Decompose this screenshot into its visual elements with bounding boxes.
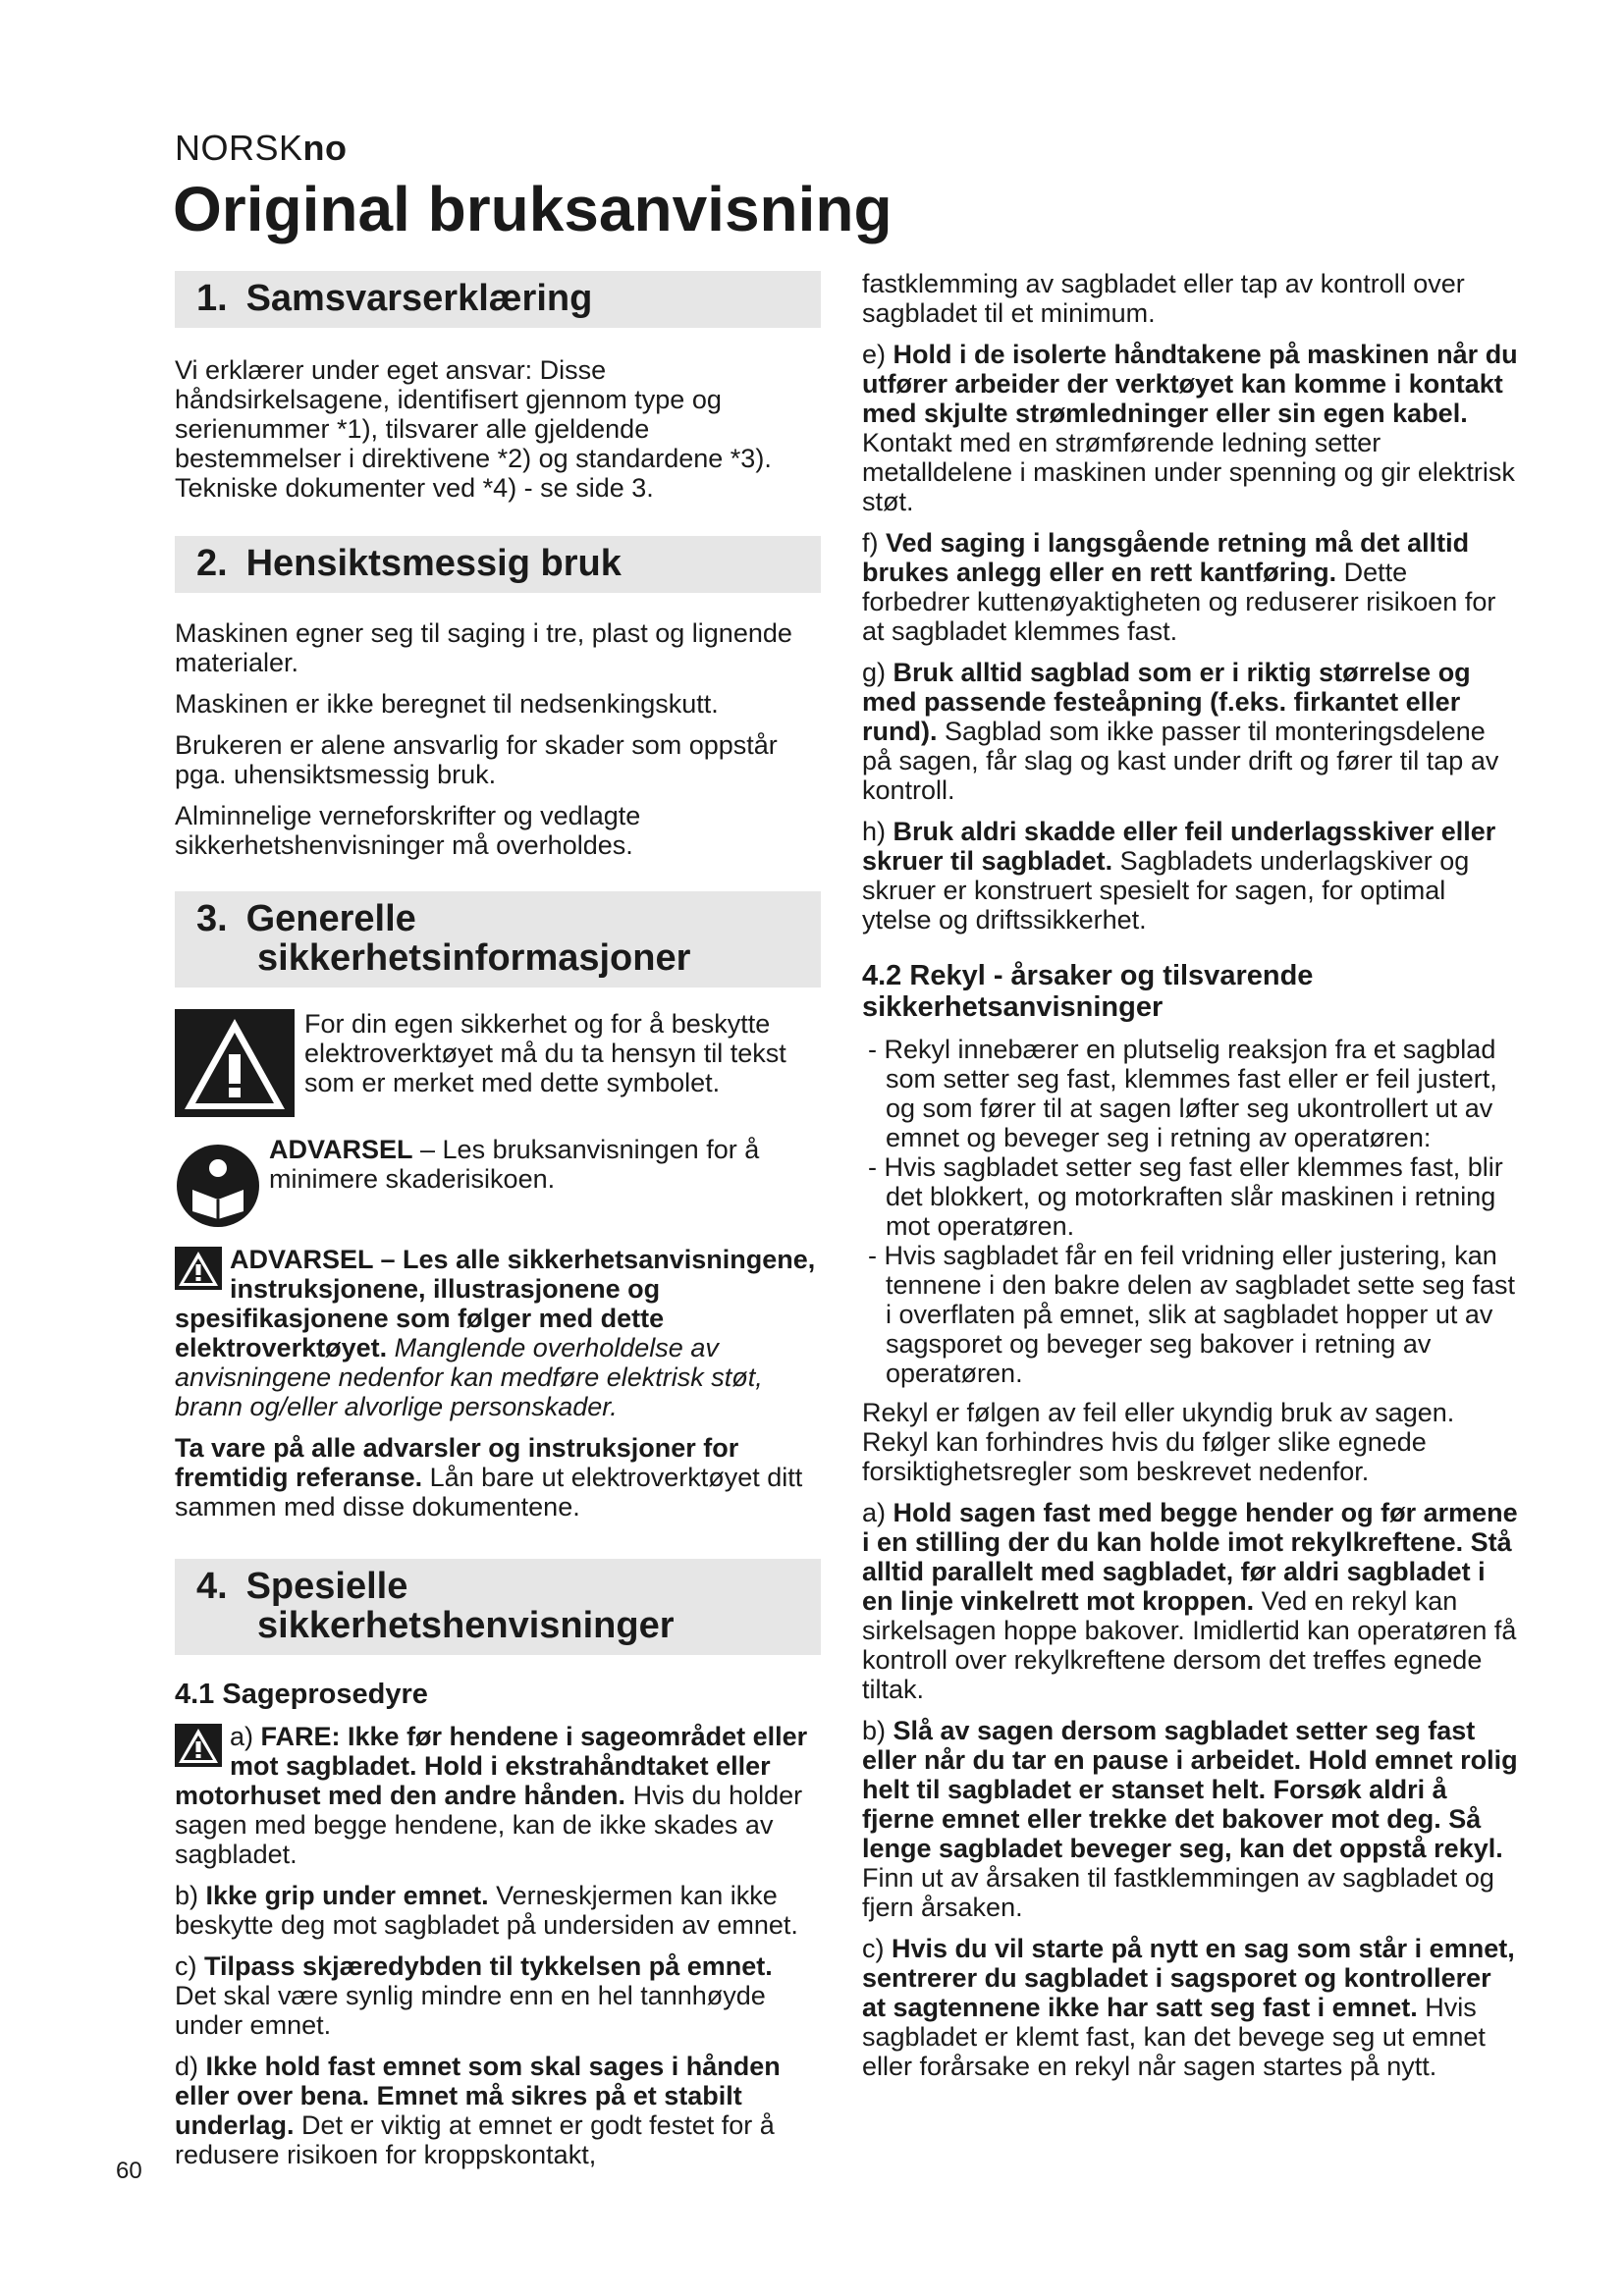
section-3-heading: 3. Generelle sikkerhetsinformasjoner (175, 891, 821, 988)
warning-triangle-icon (175, 1009, 295, 1117)
list-item: - Hvis sagbladet får en feil vridning eller justering, kan tennene i den bakre delen av sagbladet sette seg fast i overflaten på emnet, slik at sagbladet hopper ut av sagsporet og beveger seg bakover i retning av operatøren. (868, 1241, 1515, 1388)
page-title: Original bruksanvisning (173, 174, 893, 244)
item-b-paragraph: b) Ikke grip under emnet. Verneskjermen kan ikke beskytte deg mot sagbladet på undersiden av emnet. (175, 1881, 798, 1940)
subsection-4-1-heading: 4.1 Sageprosedyre (175, 1679, 428, 1710)
kickback-item-a: a) Hold sagen fast med begge hender og før armene i en stilling der du kan holde imot rekylkreftene. Stå alltid parallelt med sagbladet, før aldri sagbladet i en linje vinkelrett mot kroppen. Ved en rekyl kan sirkelsagen hoppe bakover. Imidlertid kan operatøren få kontroll over rekylkreftene dersom det treffes egnede tiltak. (862, 1498, 1518, 1704)
advarsel-2-paragraph: ADVARSEL – Les alle sikkerhetsanvisningene, instruksjonene, illustrasjonene og spesifikasjonene som følger med dette elektroverktøyet. Manglende overholdelse av anvisningene nedenfor kan medføre elektrisk støt, brann og/eller alvorlige personskader. (175, 1245, 816, 1421)
read-manual-icon (175, 1143, 261, 1229)
item-h-paragraph: h) Bruk aldri skadde eller feil underlagsskiver eller skruer til sagbladet. Sagbladets underlagskiver og skruer er konstruert spesielt for sagen, for optimal ytelse og driftssikkerhet. (862, 817, 1496, 934)
item-d-paragraph: d) Ikke hold fast emnet som skal sages i hånden eller over bena. Emnet må sikres på et stabilt underlag. Det er viktig at emnet er godt festet for å redusere risikoen for kroppskontakt, (175, 2052, 781, 2169)
kickback-item-c: c) Hvis du vil starte på nytt en sag som står i emnet, sentrerer du sagbladet i sagsporet og kontrollerer at sagtennene ikke har satt seg fast i emnet. Hvis sagbladet er klemt fast, kan det bevege seg ut emnet eller forårsake en rekyl når sagen startes på nytt. (862, 1934, 1515, 2081)
kickback-text: Rekyl er følgen av feil eller ukyndig bruk av sagen. Rekyl kan forhindres hvis du følger slike egnede forsiktighetsregler som beskrevet nedenfor. (862, 1398, 1455, 1486)
continued-text: fastklemming av sagbladet eller tap av kontroll over sagbladet til et minimum. (862, 269, 1465, 328)
section-2-p2: Maskinen er ikke beregnet til nedsenkingskutt. (175, 689, 719, 719)
small-warning-icon (175, 1247, 222, 1290)
list-item: - Hvis sagbladet setter seg fast eller klemmes fast, blir det blokkert, og motorkraften slår maskinen i retning mot operatøren. (868, 1152, 1503, 1241)
page-number: 60 (116, 2158, 142, 2184)
section-2-p4: Alminnelige verneforskrifter og vedlagte sikkerhetshenvisninger må overholdes. (175, 801, 641, 860)
section-1-text: Vi erklærer under eget ansvar: Disse håndsirkelsagene, identifisert gjennom type og serienummer *1), tilsvarer alle gjeldende bestemmelser i direktivene *2) og standardene *3). Tekniske dokumenter ved *4) - se side 3. (175, 355, 772, 503)
section-1-heading: 1. Samsvarserklæring (175, 271, 821, 328)
language-label: NORSKno (175, 128, 348, 168)
section-2-p1: Maskinen egner seg til saging i tre, plast og lignende materialer. (175, 618, 792, 677)
kickback-list (862, 1035, 1518, 1388)
item-a-paragraph: a) FARE: Ikke før hendene i sageområdet eller mot sagbladet. Hold i ekstrahåndtaket eller motorhuset med den andre hånden. Hvis du holder sagen med begge hendene, kan de ikke skades av sagbladet. (175, 1722, 808, 1869)
item-g-paragraph: g) Bruk alltid sagblad som er i riktig størrelse og med passende festeåpning (f.eks. firkantet eller rund). Sagblad som ikke passer til monteringsdelene på sagen, får slag og kast under drift og fører til tap av kontroll. (862, 658, 1499, 805)
section-4-heading: 4. Spesielle sikkerhetshenvisninger (175, 1559, 821, 1655)
item-e-paragraph: e) Hold i de isolerte håndtakene på maskinen når du utfører arbeider der verktøyet kan komme i kontakt med skjulte strømledninger eller sin egen kabel. Kontakt med en strømførende ledning setter metalldelene i maskinen under spenning og gir elektrisk støt. (862, 340, 1518, 516)
advarsel-1-text: ADVARSEL – Les bruksanvisningen for å minimere skaderisikoen. (269, 1135, 760, 1194)
small-warning-icon (175, 1724, 222, 1767)
item-c-paragraph: c) Tilpass skjæredybden til tykkelsen på emnet. Det skal være synlig mindre enn en hel tannhøyde under emnet. (175, 1951, 773, 2040)
item-f-paragraph: f) Ved saging i langsgående retning må det alltid brukes anlegg eller en rett kantføring. Dette forbedrer kuttenøyaktigheten og reduserer risikoen for at sagbladet klemmes fast. (862, 528, 1496, 646)
read-manual-block (175, 1135, 821, 1229)
left-column (175, 271, 821, 2181)
warning-block (175, 1009, 821, 1117)
list-item: - Rekyl innebærer en plutselig reaksjon fra et sagblad som setter seg fast, klemmes fast eller er feil justert, og som fører til at sagen løfter seg ukontrollert ut av emnet og beveger seg i retning av operatøren: (868, 1035, 1497, 1152)
subsection-4-2-heading: 4.2 Rekyl - årsaker og tilsvarende sikkerhetsanvisninger (862, 960, 1314, 1023)
right-column (862, 269, 1518, 2093)
kickback-item-b: b) Slå av sagen dersom sagbladet setter seg fast eller når du tar en pause i arbeidet. Hold emnet rolig helt til sagbladet er stanset helt. Forsøk aldri å fjerne emnet eller trekke det bakover mot deg. Så lenge sagbladet beveger seg, kan det oppstå rekyl. Finn ut av årsaken til fastklemmingen av sagbladet og fjern årsaken. (862, 1716, 1518, 1922)
section-2-p3: Brukeren er alene ansvarlig for skader som oppstår pga. uhensiktsmessig bruk. (175, 730, 778, 789)
section-2-heading: 2. Hensiktsmessig bruk (175, 536, 821, 593)
warning-text: For din egen sikkerhet og for å beskytte elektroverktøyet må du ta hensyn til tekst som er merket med dette symbolet. (304, 1009, 786, 1097)
keep-instructions-paragraph: Ta vare på alle advarsler og instruksjoner for fremtidig referanse. Lån bare ut elektroverktøyet ditt sammen med disse dokumentene. (175, 1433, 803, 1522)
